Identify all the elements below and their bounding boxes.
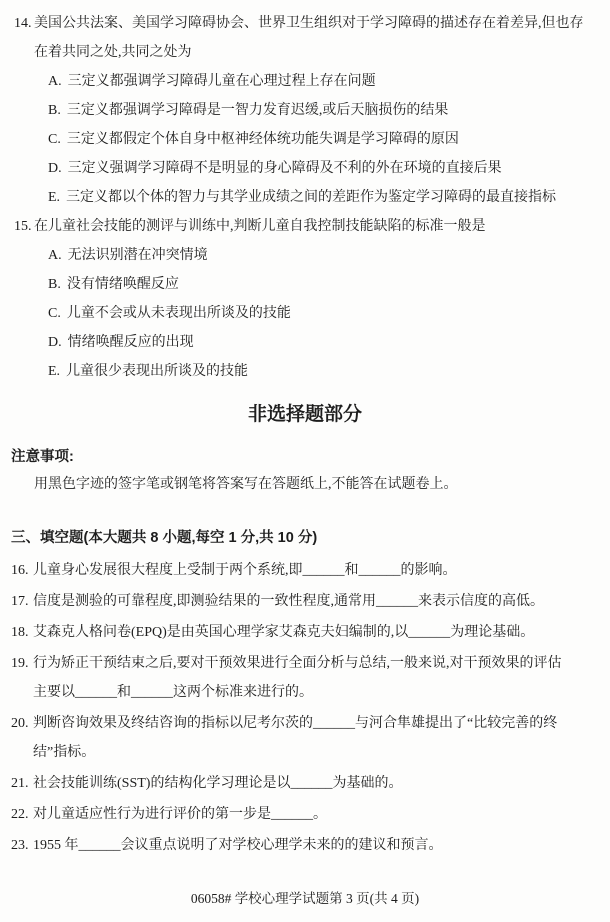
option-text: 情绪唤醒反应的出现 xyxy=(67,335,194,350)
fill-in-section-heading: 三、填空题(本大题共 8 小题,每空 1 分,共 10 分) xyxy=(11,530,318,546)
question-line: 主要以______和______这两个标准来进行的。 xyxy=(33,685,313,700)
question-line: 艾森克人格问卷(EPQ)是由英国心理学家艾森克夫妇编制的,以______为理论基础。 xyxy=(33,625,535,640)
question-15 xyxy=(0,212,610,386)
option-15-b xyxy=(48,270,610,299)
page-footer: 06058# 学校心理学试题第 3 页(共 4 页) xyxy=(190,891,420,906)
option-15-e xyxy=(48,357,610,386)
question-number: 23. xyxy=(11,838,29,853)
option-label: A. xyxy=(48,248,62,263)
question-number: 17. xyxy=(11,594,29,609)
option-label: B. xyxy=(48,103,61,118)
option-15-c xyxy=(48,299,610,328)
question-line: 行为矫正干预结束之后,要对干预效果进行全面分析与总结,一般来说,对干预效果的评估 xyxy=(33,656,562,671)
question-number: 18. xyxy=(11,625,29,640)
question-18 xyxy=(0,618,610,647)
option-label: D. xyxy=(48,161,62,176)
question-number: 16. xyxy=(11,563,29,578)
option-label: E. xyxy=(48,190,61,205)
option-text: 三定义都假定个体自身中枢神经体统功能失调是学习障碍的原因 xyxy=(66,132,459,147)
option-14-c xyxy=(48,125,610,154)
question-number: 19. xyxy=(11,656,29,671)
option-text: 三定义强调学习障碍不是明显的身心障碍及不利的外在环境的直接后果 xyxy=(67,161,502,176)
question-23 xyxy=(0,831,610,860)
option-label: D. xyxy=(48,335,62,350)
question-14 xyxy=(0,9,610,212)
question-number: 20. xyxy=(11,716,29,731)
question-19 xyxy=(0,649,610,707)
question-16 xyxy=(0,556,610,585)
option-text: 儿童很少表现出所谈及的技能 xyxy=(66,364,249,379)
option-label: C. xyxy=(48,306,61,321)
option-14-a xyxy=(48,67,610,96)
option-text: 三定义都以个体的智力与其学业成绩之间的差距作为鉴定学习障碍的最直接指标 xyxy=(66,190,557,205)
fill-in-section xyxy=(0,556,610,860)
option-label: C. xyxy=(48,132,61,147)
option-15-d xyxy=(48,328,610,357)
option-label: E. xyxy=(48,364,61,379)
notice-heading: 注意事项: xyxy=(11,449,74,465)
section-title: 非选择题部分 xyxy=(247,404,362,425)
question-line: 1955 年______会议重点说明了对学校心理学未来的的建议和预言。 xyxy=(33,838,443,853)
option-14-e xyxy=(48,183,610,212)
question-line: 对儿童适应性行为进行评价的第一步是______。 xyxy=(33,807,327,822)
option-15-a xyxy=(48,241,610,270)
question-17 xyxy=(0,587,610,616)
multiple-choice-section xyxy=(0,9,610,386)
question-line: 社会技能训练(SST)的结构化学习理论是以______为基础的。 xyxy=(33,776,403,791)
question-stem-line: 美国公共法案、美国学习障碍协会、世界卫生组织对于学习障碍的描述存在着差异,但也存 xyxy=(34,16,584,31)
question-line: 儿童身心发展很大程度上受制于两个系统,即______和______的影响。 xyxy=(33,563,457,578)
question-line: 信度是测验的可靠程度,即测验结果的一致性程度,通常用______来表示信度的高低。 xyxy=(33,594,544,609)
option-14-b xyxy=(48,96,610,125)
question-15-body xyxy=(34,212,610,386)
notice-body: 用黑色字迹的签字笔或钢笔将答案写在答题纸上,不能答在试题卷上。 xyxy=(34,477,458,492)
option-text: 没有情绪唤醒反应 xyxy=(66,277,179,292)
option-label: B. xyxy=(48,277,61,292)
question-stem-line: 在着共同之处,共同之处为 xyxy=(34,45,192,60)
option-text: 儿童不会或从未表现出所谈及的技能 xyxy=(66,306,291,321)
option-text: 无法识别潜在冲突情境 xyxy=(67,248,208,263)
question-20 xyxy=(0,709,610,767)
question-stem-line: 在儿童社会技能的测评与训练中,判断儿童自我控制技能缺陷的标准一般是 xyxy=(34,219,486,234)
question-number: 21. xyxy=(11,776,29,791)
option-14-d xyxy=(48,154,610,183)
option-text: 三定义都强调学习障碍儿童在心理过程上存在问题 xyxy=(67,74,376,89)
option-text: 三定义都强调学习障碍是一智力发育迟缓,或后天脑损伤的结果 xyxy=(66,103,449,118)
option-label: A. xyxy=(48,74,62,89)
question-number: 22. xyxy=(11,807,29,822)
question-14-body xyxy=(34,9,610,212)
question-number: 15. xyxy=(14,219,32,234)
question-line: 结”指标。 xyxy=(33,745,96,760)
question-21 xyxy=(0,769,610,798)
question-number: 14. xyxy=(14,16,32,31)
question-22 xyxy=(0,800,610,829)
question-line: 判断咨询效果及终结咨询的指标以尼考尔茨的______与河合隼雄提出了“比较完善的终 xyxy=(33,716,558,731)
